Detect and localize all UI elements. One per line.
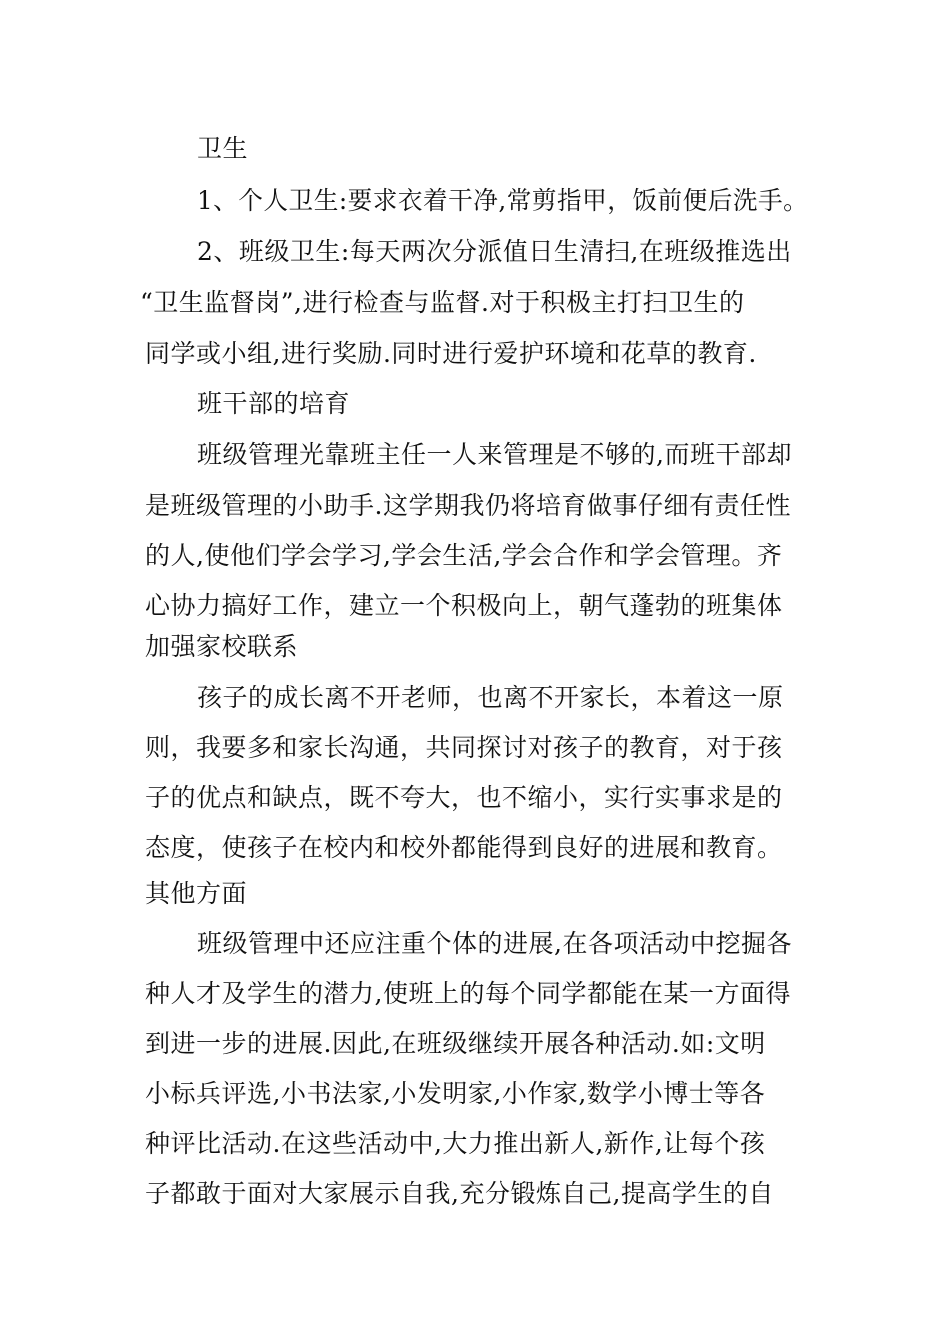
section-heading-home-school: 加强家校联系 — [145, 632, 299, 661]
body-line: 小标兵评选,小书法家,小发明家,小作家,数学小博士等各 — [145, 1079, 766, 1108]
body-line: 班级管理光靠班主任一人来管理是不够的,而班干部却 — [197, 440, 792, 469]
body-line: 子都敢于面对大家展示自我,充分锻炼自己,提高学生的自 — [145, 1179, 774, 1208]
body-line: 态度，使孩子在校内和校外都能得到良好的进展和教育。 — [145, 833, 783, 862]
section-heading-hygiene: 卫生 — [197, 134, 249, 163]
body-line: 种人才及学生的潜力,使班上的每个同学都能在某一方面得 — [145, 979, 791, 1008]
body-line: 孩子的成长离不开老师，也离不开家长，本着这一原 — [197, 683, 784, 712]
body-line: 心协力搞好工作，建立一个积极向上，朝气蓬勃的班集体 — [145, 591, 783, 620]
body-line: 班级管理中还应注重个体的进展,在各项活动中挖掘各 — [197, 929, 792, 958]
body-line: 的人,使他们学会学习,学会生活,学会合作和学会管理。齐 — [145, 541, 783, 570]
body-line: 是班级管理的小助手.这学期我仍将培育做事仔细有责任性 — [145, 491, 791, 520]
section-heading-other: 其他方面 — [145, 879, 248, 908]
body-line: 则，我要多和家长沟通，共同探讨对孩子的教育，对于孩 — [145, 733, 783, 762]
body-line: 子的优点和缺点，既不夸大，也不缩小，实行实事求是的 — [145, 783, 783, 812]
body-line: 种评比活动.在这些活动中,大力推出新人,新作,让每个孩 — [145, 1129, 766, 1158]
body-line: 1、个人卫生:要求衣着干净,常剪指甲，饭前便后洗手。 — [197, 186, 809, 215]
section-heading-class-cadre: 班干部的培育 — [197, 389, 351, 418]
body-line: 同学或小组,进行奖励.同时进行爱护环境和花草的教育. — [145, 339, 757, 368]
body-line: 2、班级卫生:每天两次分派值日生清扫,在班级推选出 — [197, 237, 792, 266]
body-line: 到进一步的进展.因此,在班级继续开展各种活动.如:文明 — [145, 1029, 766, 1058]
body-line: “卫生监督岗”,进行检查与监督.对于积极主打扫卫生的 — [140, 288, 745, 317]
